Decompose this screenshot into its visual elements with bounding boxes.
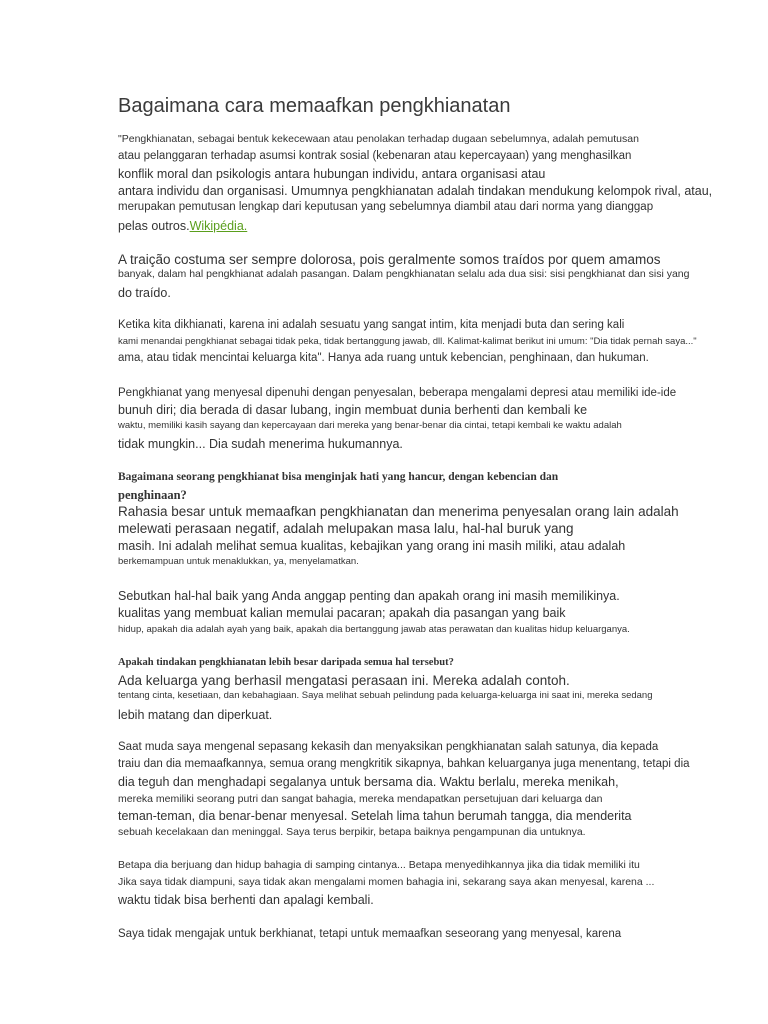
paragraph-5-line-3: masih. Ini adalah melihat semua kualitas, kebajikan yang orang ini masih miliki, atau adalah — [118, 539, 626, 553]
paragraph-2-line-3: do traído. — [118, 286, 171, 300]
paragraph-8-line-1: Saat muda saya mengenal sepasang kekasih dan menyaksikan pengkhianatan salah satunya, dia kepada — [118, 741, 659, 753]
quote-line-6 — [118, 220, 247, 233]
paragraph-8-line-2: traiu dan dia memaafkannya, semua orang mengkritik sikapnya, bahkan keluarganya juga menentang, tetapi dia — [118, 758, 690, 770]
quote-line-1: "Pengkhianatan, sebagai bentuk kekecewaan atau penolakan terhadap dugaan sebelumnya, adalah pemutusan — [118, 133, 639, 145]
quote-line-5: merupakan pemutusan lengkap dari keputusan yang sebelumnya diambil atau dari norma yang dianggap — [118, 201, 654, 213]
paragraph-7-line-1: Ada keluarga yang berhasil mengatasi perasaan ini. Mereka adalah contoh. — [118, 673, 570, 688]
paragraph-9-line-1: Betapa dia berjuang dan hidup bahagia di samping cintanya... Betapa menyedihkannya jika dia tidak memiliki itu — [118, 859, 640, 871]
paragraph-8-line-3: dia teguh dan menghadapi segalanya untuk bersama dia. Waktu berlalu, mereka menikah, — [118, 775, 619, 789]
section-heading-2: Apakah tindakan pengkhianatan lebih besar daripada semua hal tersebut? — [118, 657, 454, 668]
paragraph-4-line-3: waktu, memiliki kasih sayang dan kepercayaan dari mereka yang benar-benar dia cintai, tetapi kembali ke waktu adalah — [118, 420, 622, 431]
paragraph-7-line-2: tentang cinta, kesetiaan, dan kebahagiaan. Saya melihat sebuah pelindung pada keluarga-keluarga ini saat ini, mereka sedang — [118, 690, 653, 701]
paragraph-2-line-2: banyak, dalam hal pengkhianat adalah pasangan. Dalam pengkhianatan selalu ada dua sisi: sisi pengkhianat dan sisi yang — [118, 268, 690, 280]
paragraph-5-line-4: berkemampuan untuk menaklukkan, ya, menyelamatkan. — [118, 556, 359, 567]
quote-line-4: antara individu dan organisasi. Umumnya pengkhianatan adalah tindakan mendukung kelompok rival, atau, — [118, 184, 713, 198]
paragraph-6-line-1: Sebutkan hal-hal baik yang Anda anggap penting dan apakah orang ini masih memilikinya. — [118, 589, 620, 603]
paragraph-6-line-3: hidup, apakah dia adalah ayah yang baik, apakah dia bertanggung jawab atas perawatan dan kualitas hidup keluarganya. — [118, 624, 630, 635]
paragraph-6-line-2: kualitas yang membuat kalian memulai pacaran; apakah dia pasangan yang baik — [118, 606, 566, 620]
paragraph-10-line-1: Saya tidak mengajak untuk berkhianat, tetapi untuk memaafkan seseorang yang menyesal, karena — [118, 928, 622, 940]
paragraph-8-line-6: sebuah kecelakaan dan meninggal. Saya terus berpikir, betapa baiknya pengampunan dia untuknya. — [118, 826, 586, 838]
paragraph-4-line-1: Pengkhianat yang menyesal dipenuhi dengan penyesalan, beberapa mengalami depresi atau memiliki ide-ide — [118, 387, 677, 399]
paragraph-4-line-2: bunuh diri; dia berada di dasar lubang, ingin membuat dunia berhenti dan kembali ke — [118, 403, 588, 417]
paragraph-8-line-4: mereka memiliki seorang putri dan sangat bahagia, mereka mendapatkan persetujuan dari keluarga dan — [118, 793, 603, 805]
paragraph-3-line-1: Ketika kita dikhianati, karena ini adalah sesuatu yang sangat intim, kita menjadi buta dan sering kali — [118, 319, 625, 331]
paragraph-5-line-2: melewati perasaan negatif, adalah melupakan masa lalu, hal-hal buruk yang — [118, 521, 574, 536]
section-heading-1-line-1: Bagaimana seorang pengkhianat bisa menginjak hati yang hancur, dengan kebencian dan — [118, 471, 559, 483]
quote-line-3: konflik moral dan psikologis antara hubungan individu, antara organisasi atau — [118, 167, 546, 181]
wikipedia-link[interactable]: Wikipédia. — [189, 219, 248, 233]
paragraph-9-line-2: Jika saya tidak diampuni, saya tidak akan mengalami momen bahagia ini, sekarang saya akan menyesal, karena ... — [118, 876, 655, 888]
paragraph-9-line-3: waktu tidak bisa berhenti dan apalagi kembali. — [118, 893, 374, 907]
quote-line-6-text: pelas outros. — [118, 219, 190, 233]
paragraph-8-line-5: teman-teman, dia benar-benar menyesal. Setelah lima tahun berumah tangga, dia menderita — [118, 809, 632, 823]
paragraph-4-line-4: tidak mungkin... Dia sudah menerima hukumannya. — [118, 437, 403, 451]
section-heading-1-line-2: penghinaan? — [118, 488, 187, 502]
quote-line-2: atau pelanggaran terhadap asumsi kontrak sosial (kebenaran atau kepercayaan) yang menghasilkan — [118, 150, 632, 162]
paragraph-3-line-3: ama, atau tidak mencintai keluarga kita". Hanya ada ruang untuk kebencian, penghinaan, dan hukuman. — [118, 352, 649, 364]
paragraph-7-line-3: lebih matang dan diperkuat. — [118, 708, 273, 722]
page-title: Bagaimana cara memaafkan pengkhianatan — [118, 95, 511, 117]
paragraph-2-line-1: A traição costuma ser sempre dolorosa, pois geralmente somos traídos por quem amamos — [118, 252, 661, 267]
paragraph-5-line-1: Rahasia besar untuk memaafkan pengkhianatan dan menerima penyesalan orang lain adalah — [118, 504, 679, 519]
paragraph-3-line-2: kami menandai pengkhianat sebagai tidak peka, tidak bertanggung jawab, dll. Kalimat-kalimat berikut ini umum: "Dia tidak pernah saya..." — [118, 336, 697, 347]
